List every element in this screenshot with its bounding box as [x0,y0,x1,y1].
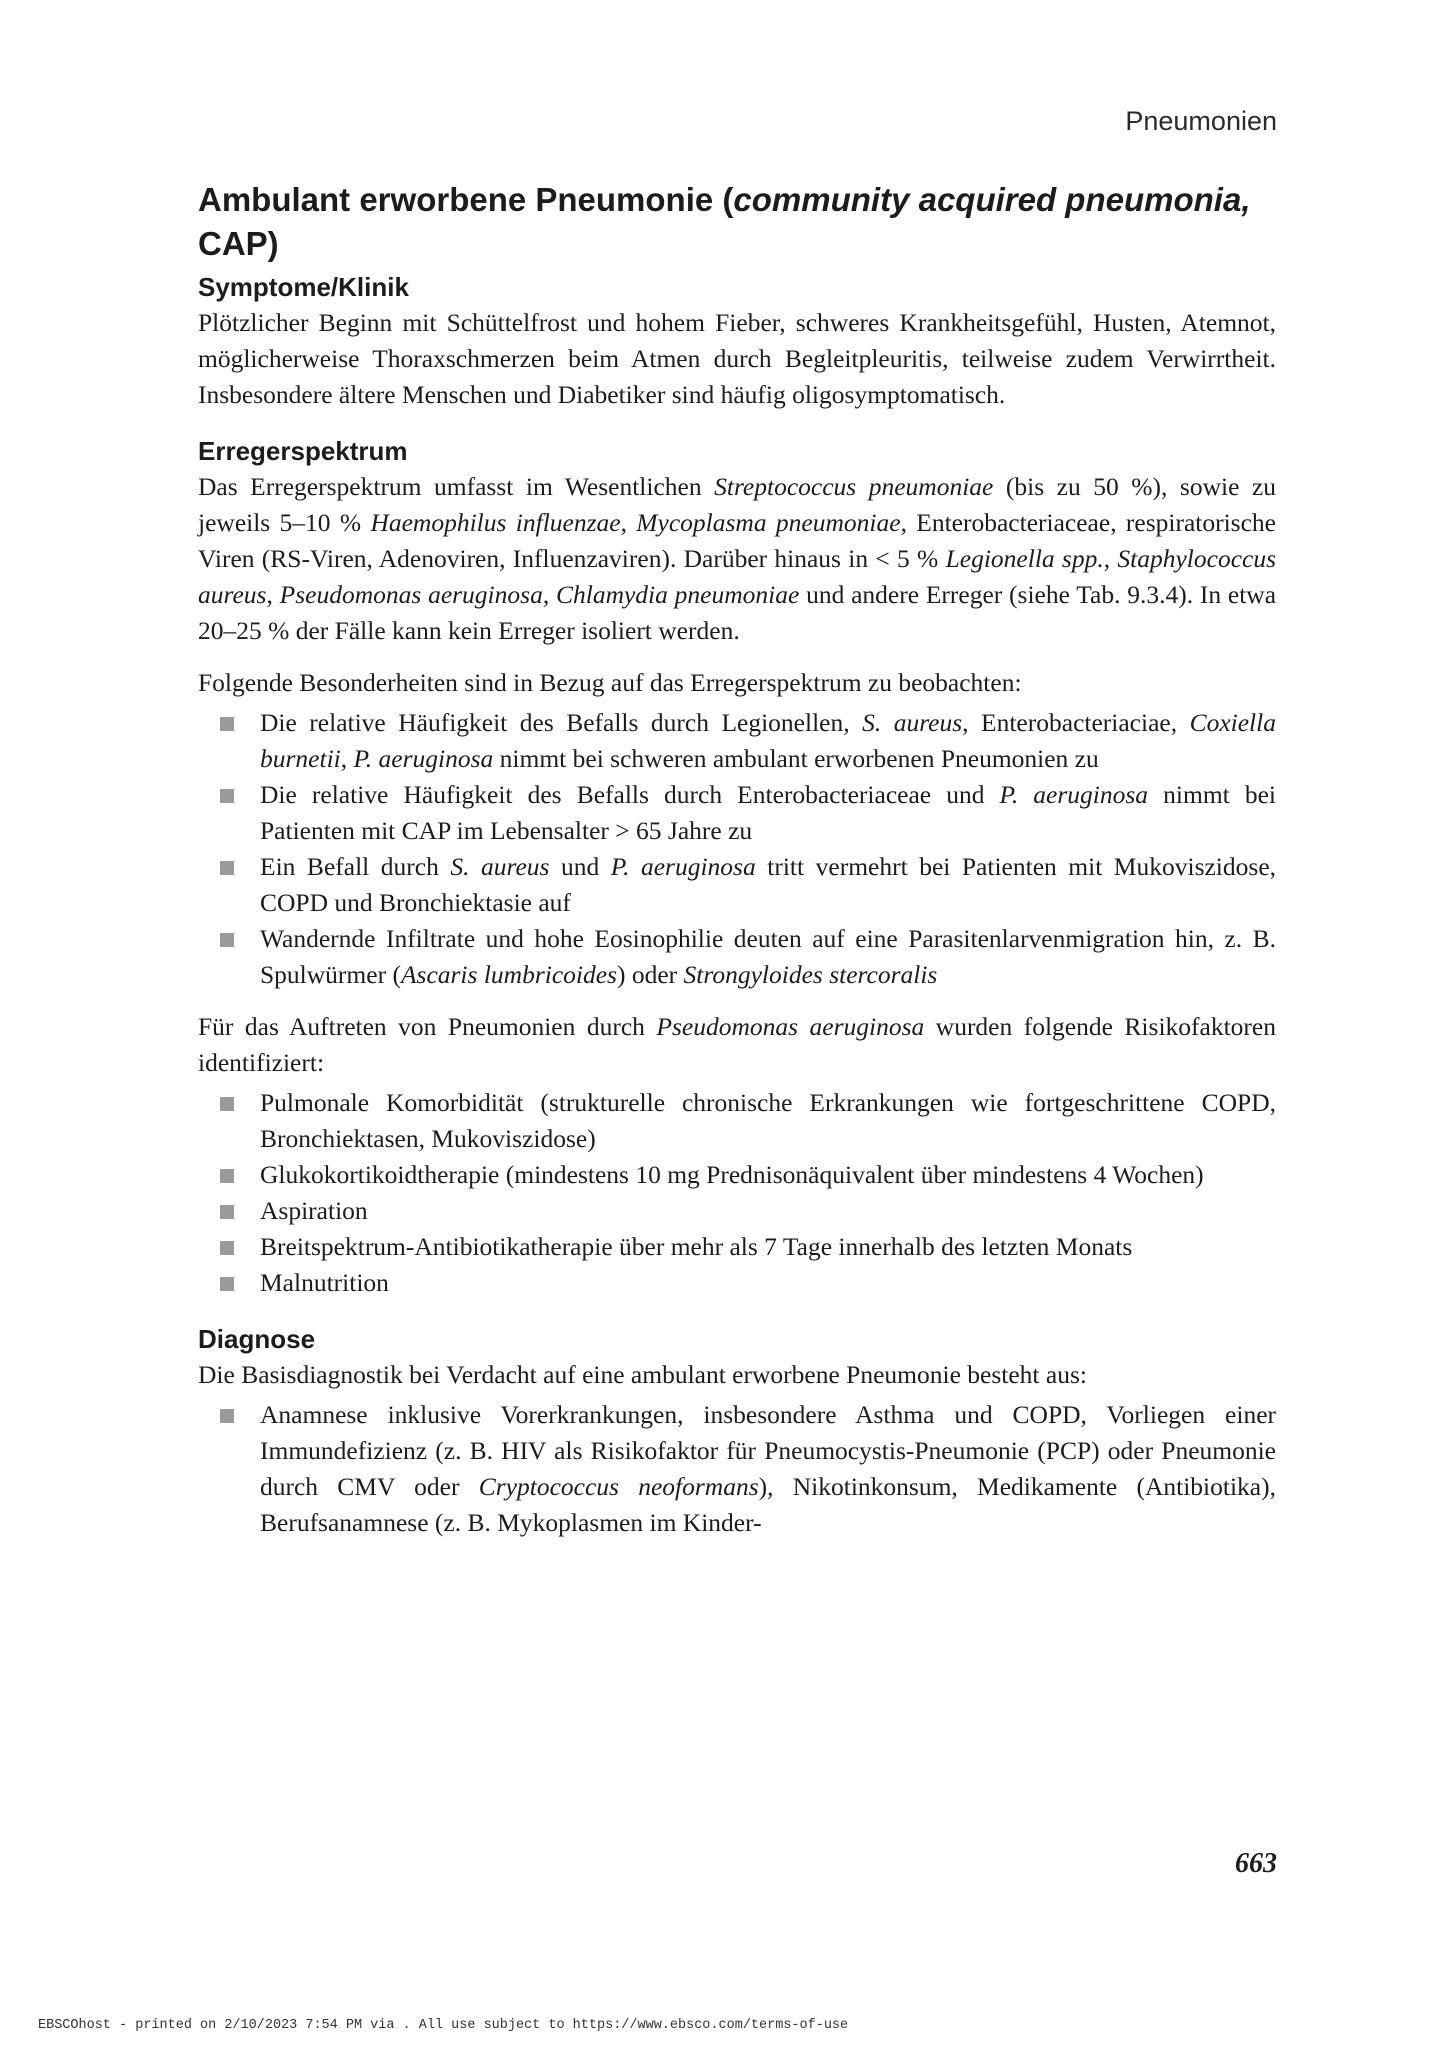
print-footer: EBSCOhost - printed on 2/10/2023 7:54 PM via . All use subject to https://www.ebsco.com/terms-of-use [38,2018,849,2033]
diagnose-list [198,1397,1276,1541]
paragraph-erregerspektrum: Das Erregerspektrum umfasst im Wesentlichen Streptococcus pneumoniae (bis zu 50 %), sowie zu jeweils 5–10 % Haemophilus influenzae, Mycoplasma pneumoniae, Enterobacteriaceae, respiratorische Viren (RS-Viren, Adenoviren, Influenzaviren). Darüber hinaus in < 5 % Legionella spp., Staphylococcus aureus, Pseudomonas aeruginosa, Chlamydia pneumoniae und andere Erreger (siehe Tab. 9.3.4). In etwa 20–25 % der Fälle kann kein Erreger isoliert werden. [198,472,1277,645]
list-item: Glukokortikoidtherapie (mindestens 10 mg Prednisonäquivalent über mindestens 4 Wochen) [198,1157,1276,1193]
heading-diagnose: Diagnose [198,1324,316,1354]
chapter-title [198,178,1276,266]
list-item: Die relative Häufigkeit des Befalls durch Enterobacteriaceae und P. aeruginosa nimmt bei Patienten mit CAP im Lebensalter > 65 Jahre zu [198,777,1276,849]
running-header: Pneumonien [1125,106,1277,136]
list-item: Die relative Häufigkeit des Befalls durch Legionellen, S. aureus, Enterobacteriaciae, Coxiella burnetii, P. aeruginosa nimmt bei schweren ambulant erworbenen Pneumonien zu [198,705,1276,777]
bullet-square-icon [220,1241,234,1255]
list-item: Anamnese inklusive Vorerkrankungen, insbesondere Asthma und COPD, Vorliegen einer Immundefizienz (z. B. HIV als Risikofaktor für Pneumocystis-Pneumonie (PCP) oder Pneumonie durch CMV oder Cryptococcus neoformans), Nikotinkonsum, Medikamente (Antibiotika), Berufsanamnese (z. B. Mykoplasmen im Kinder- [198,1397,1276,1541]
heading-erregerspektrum: Erregerspektrum [198,436,408,466]
list-item: Aspiration [198,1193,1276,1229]
title-main: Ambulant erworbene Pneumonie ( [198,181,734,218]
paragraph-symptome: Plötzlicher Beginn mit Schüttelfrost und hohem Fieber, schweres Krankheitsgefühl, Husten, Atemnot, möglicherweise Thoraxschmerzen beim Atmen durch Begleitpleuritis, teilweise zudem Verwirrtheit. Insbesondere ältere Menschen und Diabetiker sind häufig oligosymptomatisch. [198,308,1276,409]
heading-symptome: Symptome/Klinik [198,272,409,302]
paragraph-diagnose-intro: Die Basisdiagnostik bei Verdacht auf eine ambulant erworbene Pneumonie besteht aus: [198,1360,1087,1389]
bullet-square-icon [220,1205,234,1219]
list-item: Breitspektrum-Antibiotikatherapie über mehr als 7 Tage innerhalb des letzten Monats [198,1229,1276,1265]
bullet-square-icon [220,1097,234,1111]
bullet-square-icon [220,717,234,731]
title-italic: community acquired pneumonia, [733,181,1251,218]
title-tail: CAP) [198,225,279,262]
paragraph-besonderheiten: Folgende Besonderheiten sind in Bezug auf das Erregerspektrum zu beobachten: [198,668,1022,697]
bullet-square-icon [220,861,234,875]
bullet-square-icon [220,933,234,947]
list-item: Ein Befall durch S. aureus und P. aeruginosa tritt vermehrt bei Patienten mit Mukoviszidose, COPD und Bronchiektasie auf [198,849,1276,921]
bullet-square-icon [220,789,234,803]
list-item: Malnutrition [198,1265,1276,1301]
besonderheiten-list [198,705,1276,993]
bullet-square-icon [220,1277,234,1291]
list-item: Wandernde Infiltrate und hohe Eosinophilie deuten auf eine Parasitenlarvenmigration hin, z. B. Spulwürmer (Ascaris lumbricoides) oder Strongyloides stercoralis [198,921,1276,993]
risikofaktoren-list [198,1085,1276,1301]
paragraph-risikofaktoren: Für das Auftreten von Pneumonien durch Pseudomonas aeruginosa wurden folgende Risikofaktoren identifiziert: [198,1012,1276,1077]
page-number: 663 [1235,1848,1277,1879]
bullet-square-icon [220,1169,234,1183]
page-content [198,178,1276,1541]
bullet-square-icon [220,1409,234,1423]
list-item: Pulmonale Komorbidität (strukturelle chronische Erkrankungen wie fortgeschrittene COPD, Bronchiektasen, Mukoviszidose) [198,1085,1276,1157]
